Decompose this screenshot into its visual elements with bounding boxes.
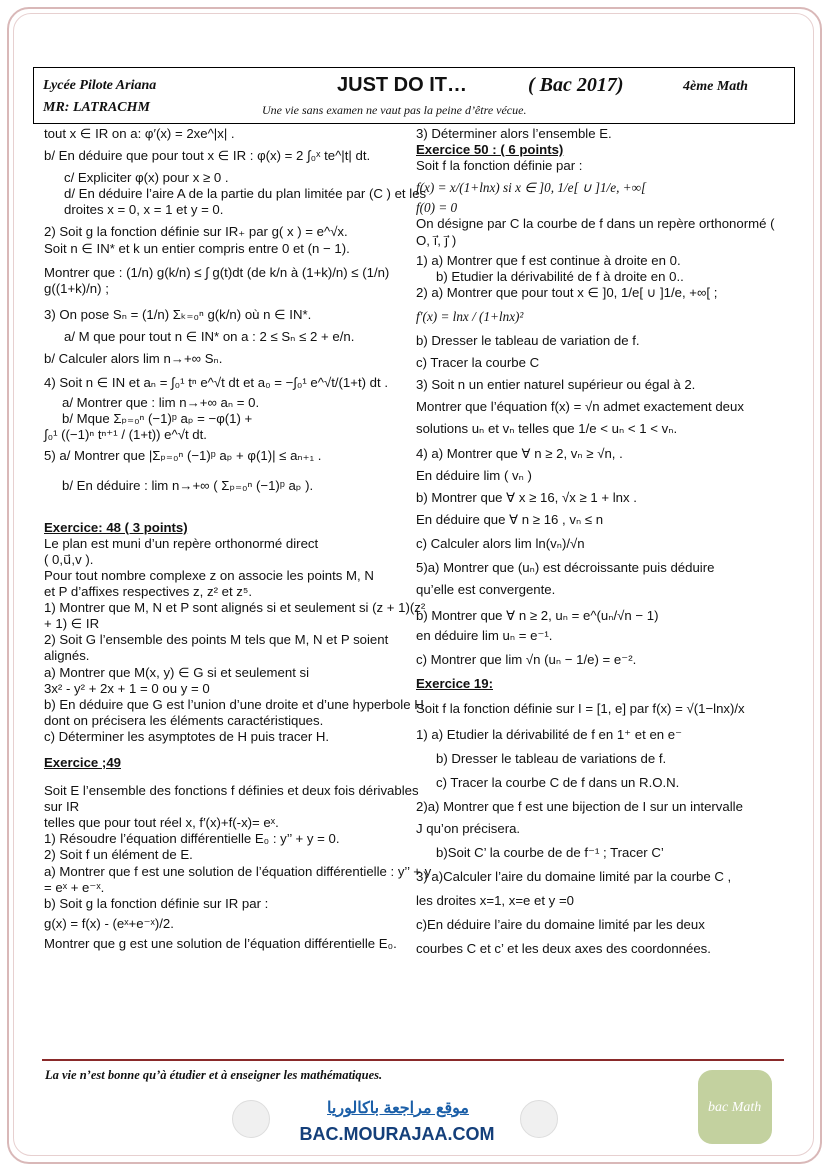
line: f(0) = 0 (416, 200, 458, 216)
line: Montrer que g est une solution de l’équation différentielle E₀. (44, 935, 397, 951)
line: Montrer que l’équation f(x) = √n admet exactement deux (416, 399, 744, 415)
line: b/ En déduire que pour tout x ∈ IR : φ(x) = 2 ∫₀ˣ te^|t| dt. (44, 148, 371, 164)
line: solutions uₙ et vₙ telles que 1/e < uₙ < 1 < vₙ. (416, 421, 678, 437)
line: 3) a)Calculer l’aire du domaine limité par la courbe C , (416, 869, 732, 885)
site-arabic-link[interactable]: موقع مراجعة باكالوريا (327, 1100, 469, 1117)
line: qu’elle est convergente. (416, 582, 556, 598)
line: 1) Montrer que M, N et P sont alignés si et seulement si (z + 1)(z² + 1) ∈ IR (44, 600, 426, 632)
line: c) Déterminer les asymptotes de H puis tracer H. (44, 728, 330, 744)
level-label: 4ème Math (683, 79, 748, 94)
line: courbes C et c’ et les deux axes des coordonnées. (416, 941, 711, 957)
line: ( 0,u⃗,v ). (44, 551, 94, 567)
line: a) Montrer que f est une solution de l’équation différentielle : y’’ + y = eˣ + e⁻ˣ. (44, 863, 432, 895)
line: 1) a) Etudier la dérivabilité de f en 1⁺ et en e⁻ (416, 726, 683, 742)
school-name: Lycée Pilote Ariana (43, 78, 157, 93)
line: 3) On pose Sₙ = (1/n) Σₖ₌₀ⁿ g(k/n) où n ∈ IN*. (44, 306, 312, 322)
line: 1) a) Montrer que f est continue à droite en 0. (416, 252, 681, 268)
line: c)En déduire l’aire du domaine limité par les deux (416, 917, 705, 933)
line: Soit f la fonction définie par : (416, 158, 583, 174)
line: b/ En déduire : lim n→+∞ ( Σₚ₌₀ⁿ (−1)ᵖ aₚ ). (62, 477, 314, 493)
exercise-50-title: Exercice 50 : ( 6 points) (416, 142, 564, 158)
teacher-name: MR: LATRACHM (43, 100, 150, 115)
line: b/ Mque Σₚ₌₀ⁿ (−1)ᵖ aₚ = −φ(1) + (62, 411, 253, 427)
right-column (416, 126, 791, 958)
line: d/ En déduire l’aire A de la partie du plan limitée par (C ) et les droites x = 0, x = 1 et y = 0. (64, 186, 427, 218)
line: Le plan est muni d’un repère orthonormé direct (44, 535, 319, 551)
line: b) Dresser le tableau de variation de f. (416, 333, 640, 349)
line: b) Soit g la fonction définie sur IR par : (44, 895, 269, 911)
line: b)Soit C’ la courbe de de f⁻¹ ; Tracer C’ (436, 845, 664, 861)
logo-left-icon (232, 1100, 270, 1138)
line: c) Montrer que lim √n (uₙ − 1/e) = e⁻². (416, 652, 637, 668)
line: 3) Déterminer alors l’ensemble E. (416, 126, 612, 141)
line: a/ Montrer que : lim n→+∞ aₙ = 0. (62, 395, 260, 411)
line: 2) Soit g la fonction définie sur IR₊ par g( x ) = e^√x. (44, 224, 348, 240)
badge-label: bac Math (708, 1100, 762, 1115)
line: f(x) = x/(1+lnx) si x ∈ ]0, 1/e[ ∪ ]1/e, +∞[ (416, 180, 647, 196)
footer-motto: La vie n’est bonne qu’à étudier et à enseigner les mathématiques. (45, 1068, 383, 1082)
page-title: JUST DO IT… (337, 74, 468, 96)
line: b) En déduire que G est l’union d’une droite et d’une hyperbole H dont on précisera les éléments caractéristiques. (44, 696, 424, 728)
line: Montrer que : (1/n) g(k/n) ≤ ∫ g(t)dt (de k/n à (1+k)/n) ≤ (1/n) g((1+k)/n) ; (44, 264, 390, 296)
line: 5) a/ Montrer que |Σₚ₌₀ⁿ (−1)ᵖ aₚ + φ(1)| ≤ aₙ₊₁ . (44, 447, 322, 463)
line: et P d’affixes respectives z, z² et z⁵. (44, 584, 253, 600)
line: 5)a) Montrer que (uₙ) est décroissante puis déduire (416, 559, 715, 575)
line: En déduire que ∀ n ≥ 16 , vₙ ≤ n (416, 511, 604, 527)
line: On désigne par C la courbe de f dans un repère orthonormé ( O, i⃗, j⃗ ) (416, 216, 775, 248)
line: Soit f la fonction définie sur I = [1, e] par f(x) = √(1−lnx)/x (416, 700, 745, 716)
exercise-19-title: Exercice 19: (416, 676, 493, 692)
line: 3) Soit n un entier naturel supérieur ou égal à 2. (416, 377, 696, 393)
exercise-48-title: Exercice: 48 ( 3 points) (44, 519, 188, 535)
line: b) Montrer que ∀ n ≥ 2, uₙ = e^(uₙ/√n − 1) (416, 608, 659, 624)
bac-year: ( Bac 2017) (528, 74, 624, 96)
logo-right-icon (520, 1100, 558, 1138)
line: b) Montrer que ∀ x ≥ 16, √x ≥ 1 + lnx . (416, 489, 637, 505)
line: g(x) = f(x) - (eˣ+e⁻ˣ)/2. (44, 915, 174, 931)
site-link[interactable]: BAC.MOURAJAA.COM (299, 1124, 495, 1144)
line: b) Dresser le tableau de variations de f. (436, 750, 667, 766)
line: c/ Expliciter φ(x) pour x ≥ 0 . (64, 170, 229, 186)
line: 2) Soit f un élément de E. (44, 847, 193, 863)
footer-divider (42, 1059, 784, 1061)
line: 2)a) Montrer que f est une bijection de I sur un intervalle (416, 798, 743, 814)
line: 2) a) Montrer que pour tout x ∈ ]0, 1/e[ ∪ ]1/e, +∞[ ; (416, 284, 718, 300)
line: 4) Soit n ∈ IN et aₙ = ∫₀¹ tⁿ e^√t dt et a₀ = −∫₀¹ e^√t/(1+t) dt . (44, 375, 388, 391)
line: c) Tracer la courbe C (416, 355, 540, 371)
line: a) Montrer que M(x, y) ∈ G si et seulement si (44, 664, 310, 680)
line: c) Tracer la courbe C de f dans un R.O.N. (436, 774, 680, 790)
line: J qu’on précisera. (416, 821, 521, 836)
line: a/ M que pour tout n ∈ IN* on a : 2 ≤ Sₙ ≤ 2 + e/n. (64, 328, 355, 344)
line: 2) Soit G l’ensemble des points M tels que M, N et P soient alignés. (44, 632, 389, 664)
line: ∫₀¹ ((−1)ⁿ tⁿ⁺¹ / (1+t)) e^√t dt. (44, 427, 207, 443)
line: Soit n ∈ IN* et k un entier compris entre 0 et (n − 1). (44, 240, 350, 256)
line: Pour tout nombre complexe z on associe les points M, N (44, 567, 374, 583)
line: b) Etudier la dérivabilité de f à droite en 0.. (436, 268, 684, 284)
exercise-49-title: Exercice ;49 (44, 755, 121, 770)
line: les droites x=1, x=e et y =0 (416, 893, 574, 909)
line: tout x ∈ IR on a: φ′(x) = 2xe^|x| . (44, 126, 235, 141)
line: Soit E l’ensemble des fonctions f définies et deux fois dérivables sur IR (44, 783, 419, 815)
line: en déduire lim uₙ = e⁻¹. (416, 628, 553, 644)
line: telles que pour tout réel x, f′(x)+f(-x)= eˣ. (44, 815, 279, 831)
line: 3x² - y² + 2x + 1 = 0 ou y = 0 (44, 680, 210, 696)
line: En déduire lim ( vₙ ) (416, 467, 532, 483)
line: 1) Résoudre l’équation différentielle E₀ : y’’ + y = 0. (44, 831, 340, 847)
line: f′(x) = lnx / (1+lnx)² (416, 308, 524, 324)
bac-math-badge (698, 1070, 772, 1144)
line: c) Calculer alors lim ln(vₙ)/√n (416, 535, 585, 551)
subtitle: Une vie sans examen ne vaut pas la peine d’être vécue. (262, 103, 527, 117)
left-column (44, 126, 434, 952)
line: 4) a) Montrer que ∀ n ≥ 2, vₙ ≥ √n, . (416, 445, 623, 461)
line: b/ Calculer alors lim n→+∞ Sₙ. (44, 351, 223, 367)
